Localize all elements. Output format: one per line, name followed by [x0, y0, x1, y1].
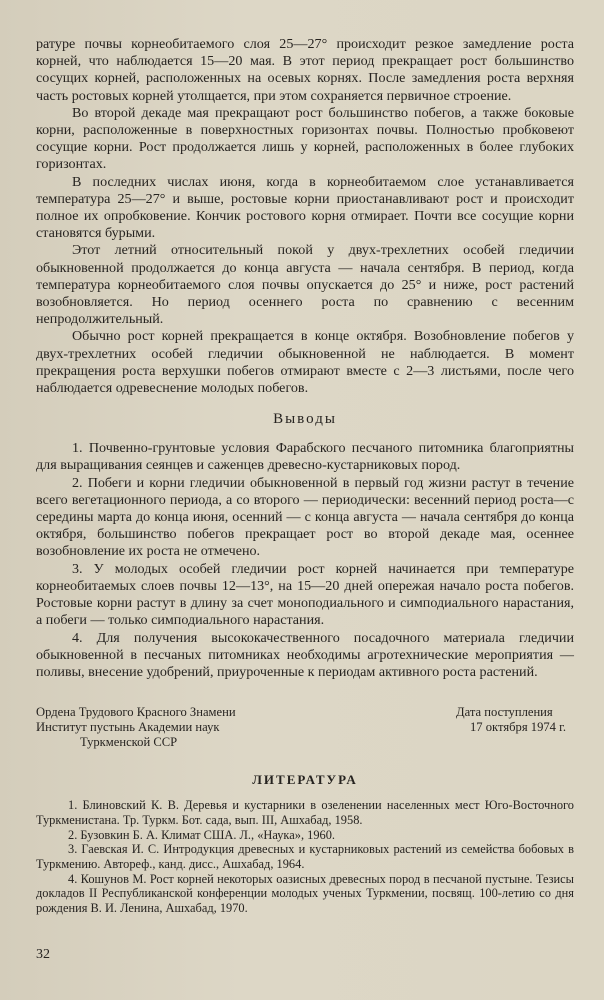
received-label: Дата поступления	[456, 705, 553, 720]
body-paragraph: В последних числах июня, когда в корнеобитаемом слое устанавливается температура 25—27° и выше, ростовые корни приостанавливают рост и происходит полное их опробковение. Кончик ростового корня отмирает. Почти все сосущие корни становятся бурыми.	[36, 173, 574, 242]
institution-line: Институт пустынь Академии наук	[36, 720, 220, 735]
institution-line: Ордена Трудового Красного Знамени	[36, 705, 236, 720]
received-date: 17 октября 1974 г.	[470, 720, 566, 735]
institution-block	[36, 705, 236, 750]
body-paragraph: ратуре почвы корнеобитаемого слоя 25—27° происходит резкое замедление роста корней, что наблюдается 15—20 мая. В этот период прекращает рост большинство сосущих корней, расположенных на осевых корнях. После замедления роста верхняя часть ростовых корней утолщается, при этом сохраняется первичное строение.	[36, 36, 574, 104]
reference-item: 1. Блиновский К. В. Деревья и кустарники в озеленении населенных мест Юго-Восточного Туркменистана. Тр. Туркм. Бот. сада, вып. III, Ашхабад, 1958.	[36, 798, 574, 827]
page-number: 32	[36, 947, 50, 962]
signoff	[36, 705, 574, 750]
conclusions-list	[36, 440, 574, 681]
body-paragraph: Этот летний относительный покой у двух-трехлетних особей гледичии обыкновенной продолжается до конца августа — начала сентября. В период, когда температура корнеобитаемого слоя почвы опускается до 25° и ниже, рост растений возобновляется. Но период осеннего роста по сравнению с весенним непродолжительный.	[36, 242, 574, 328]
received-block	[456, 705, 574, 750]
conclusion-item: 1. Почвенно-грунтовые условия Фарабского песчаного питомника благоприятны для выращивания сеянцев и саженцев древесно-кустарниковых пород.	[36, 440, 574, 474]
reference-item: 3. Гаевская И. С. Интродукция древесных и кустарниковых растений из семейства бобовых в Туркмению. Автореф., канд. дисс., Ашхабад, 1964.	[36, 842, 574, 871]
body-paragraph: Во второй декаде мая прекращают рост большинство побегов, а также боковые корни, расположенные в поверхностных горизонтах почвы. Полностью пробковеют сосущие корни. Рост продолжается лишь у корней, расположенных в более глубоких горизонтах.	[36, 104, 574, 173]
institution-line: Туркменской ССР	[80, 735, 178, 750]
references-heading: ЛИТЕРАТУРА	[252, 772, 358, 788]
conclusion-item: 2. Побеги и корни гледичии обыкновенной в первый год жизни растут в течение всего вегетационного периода, а со второго — периодически: весенний период роста—с середины марта до конца июня, осенний — с конца августа — начала сентября до конца октября, большинство побегов прекращает рост во второй декаде мая, осеннее возобновление их роста не отмечено.	[36, 474, 574, 560]
conclusion-item: 3. У молодых особей гледичии рост корней начинается при температуре корнеобитаемых слоев почвы 12—13°, на 15—20 дней опережая начало роста побегов. Ростовые корни растут в длину за счет моноподиального и симподиального нарастания, а побеги — только симподиального нарастания.	[36, 560, 574, 629]
conclusion-item: 4. Для получения высококачественного посадочного материала гледичии обыкновенной в песчаных питомниках необходимы агротехнические мероприятия — поливы, внесение удобрений, приуроченные к периодам активного роста растений.	[36, 629, 574, 680]
body-text	[36, 36, 574, 397]
conclusions-heading: Выводы	[273, 411, 337, 428]
reference-item: 4. Кошунов М. Рост корней некоторых оазисных древесных пород в песчаной пустыне. Тезисы докладов II Республиканской конференции молодых ученых Туркмении, посвящ. 100-летию со дня рождения В. И. Ленина, Ашхабад, 1970.	[36, 871, 574, 916]
reference-item: 2. Бузовкин Б. А. Климат США. Л., «Наука», 1960.	[68, 827, 336, 842]
references-list	[36, 798, 574, 916]
body-paragraph: Обычно рост корней прекращается в конце октября. Возобновление побегов у двух-трехлетних особей гледичии обыкновенной не наблюдается. В момент прекращения роста верхушки побегов отмирают вместе с 2—3 листьями, после чего наблюдается одревеснение молодых побегов.	[36, 328, 574, 397]
